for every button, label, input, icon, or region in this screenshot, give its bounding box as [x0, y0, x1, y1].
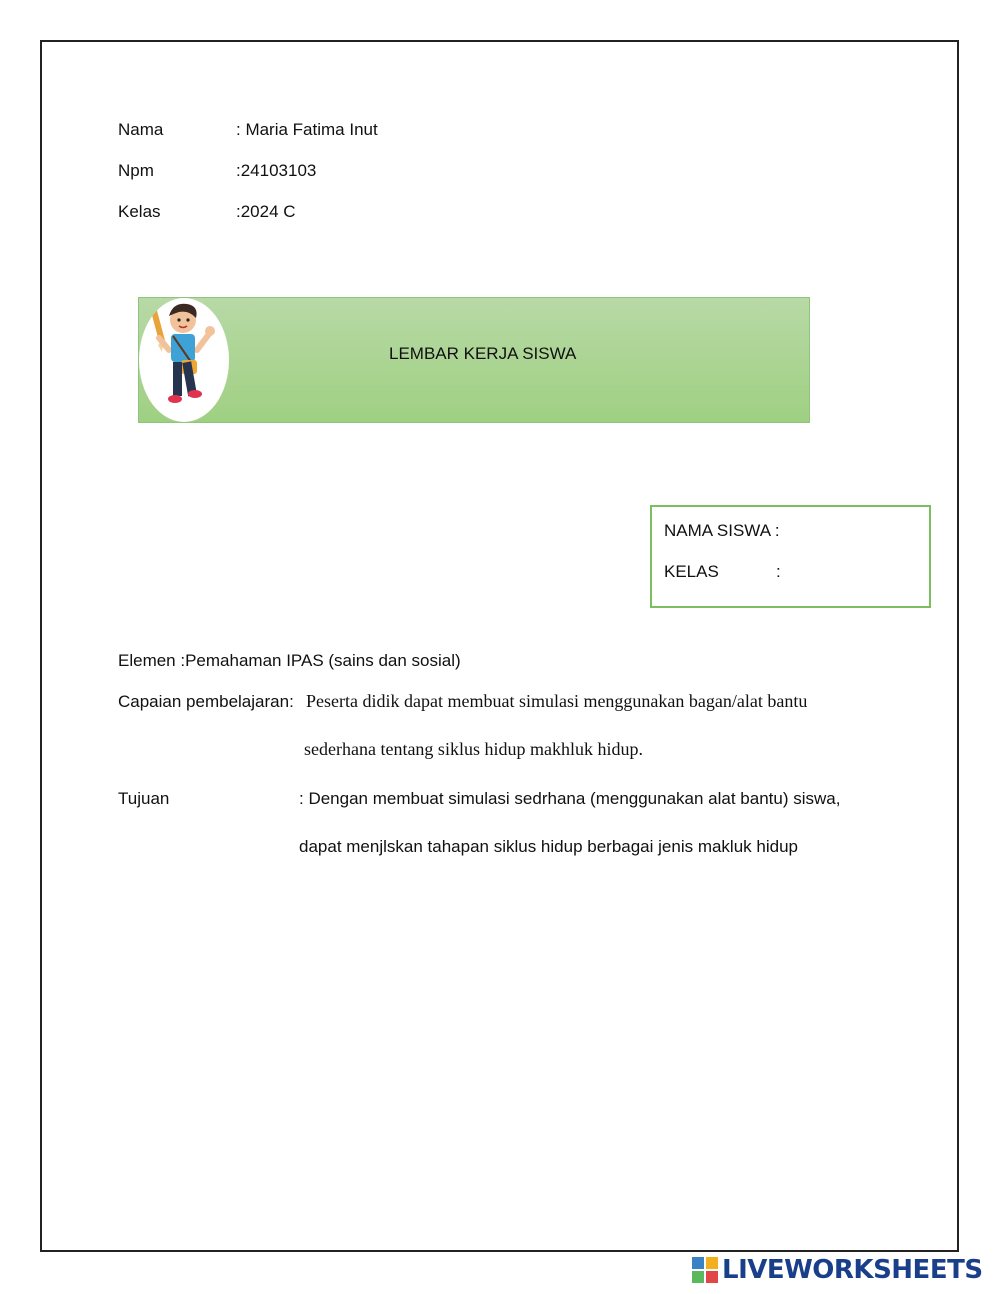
name-label: Nama [118, 120, 164, 139]
student-class-label: KELAS [664, 562, 719, 581]
elemen-text: Elemen :Pemahaman IPAS (sains dan sosial) [118, 651, 461, 670]
student-class-colon: : [776, 562, 781, 581]
tujuan-label: Tujuan [118, 789, 170, 808]
banner-title: LEMBAR KERJA SISWA [389, 344, 577, 363]
class-label: Kelas [118, 202, 161, 221]
npm-label: Npm [118, 161, 154, 180]
tujuan-text-line-2: dapat menjlskan tahapan siklus hidup berbagai jenis makluk hidup [299, 837, 798, 856]
capaian-text-line-2: sederhana tentang siklus hidup makhluk hidup. [304, 739, 643, 759]
watermark-text: LIVEWORKSHEETS [722, 1255, 983, 1285]
liveworksheets-logo-icon [692, 1257, 718, 1283]
student-name-label: NAMA SISWA : [664, 521, 780, 540]
student-info-box [650, 505, 931, 608]
student-cartoon-icon [139, 298, 229, 422]
class-value: :2024 C [236, 202, 296, 221]
capaian-label: Capaian pembelajaran: [118, 692, 294, 711]
page-border [40, 40, 959, 1252]
name-value: : Maria Fatima Inut [236, 120, 378, 139]
liveworksheets-watermark [692, 1256, 983, 1284]
worksheet-banner [138, 297, 810, 423]
capaian-text-line-1: Peserta didik dapat membuat simulasi menggunakan bagan/alat bantu [306, 691, 808, 711]
tujuan-text-line-1: : Dengan membuat simulasi sedrhana (menggunakan alat bantu) siswa, [299, 789, 841, 808]
student-illustration [139, 298, 229, 422]
npm-value: :24103103 [236, 161, 317, 180]
